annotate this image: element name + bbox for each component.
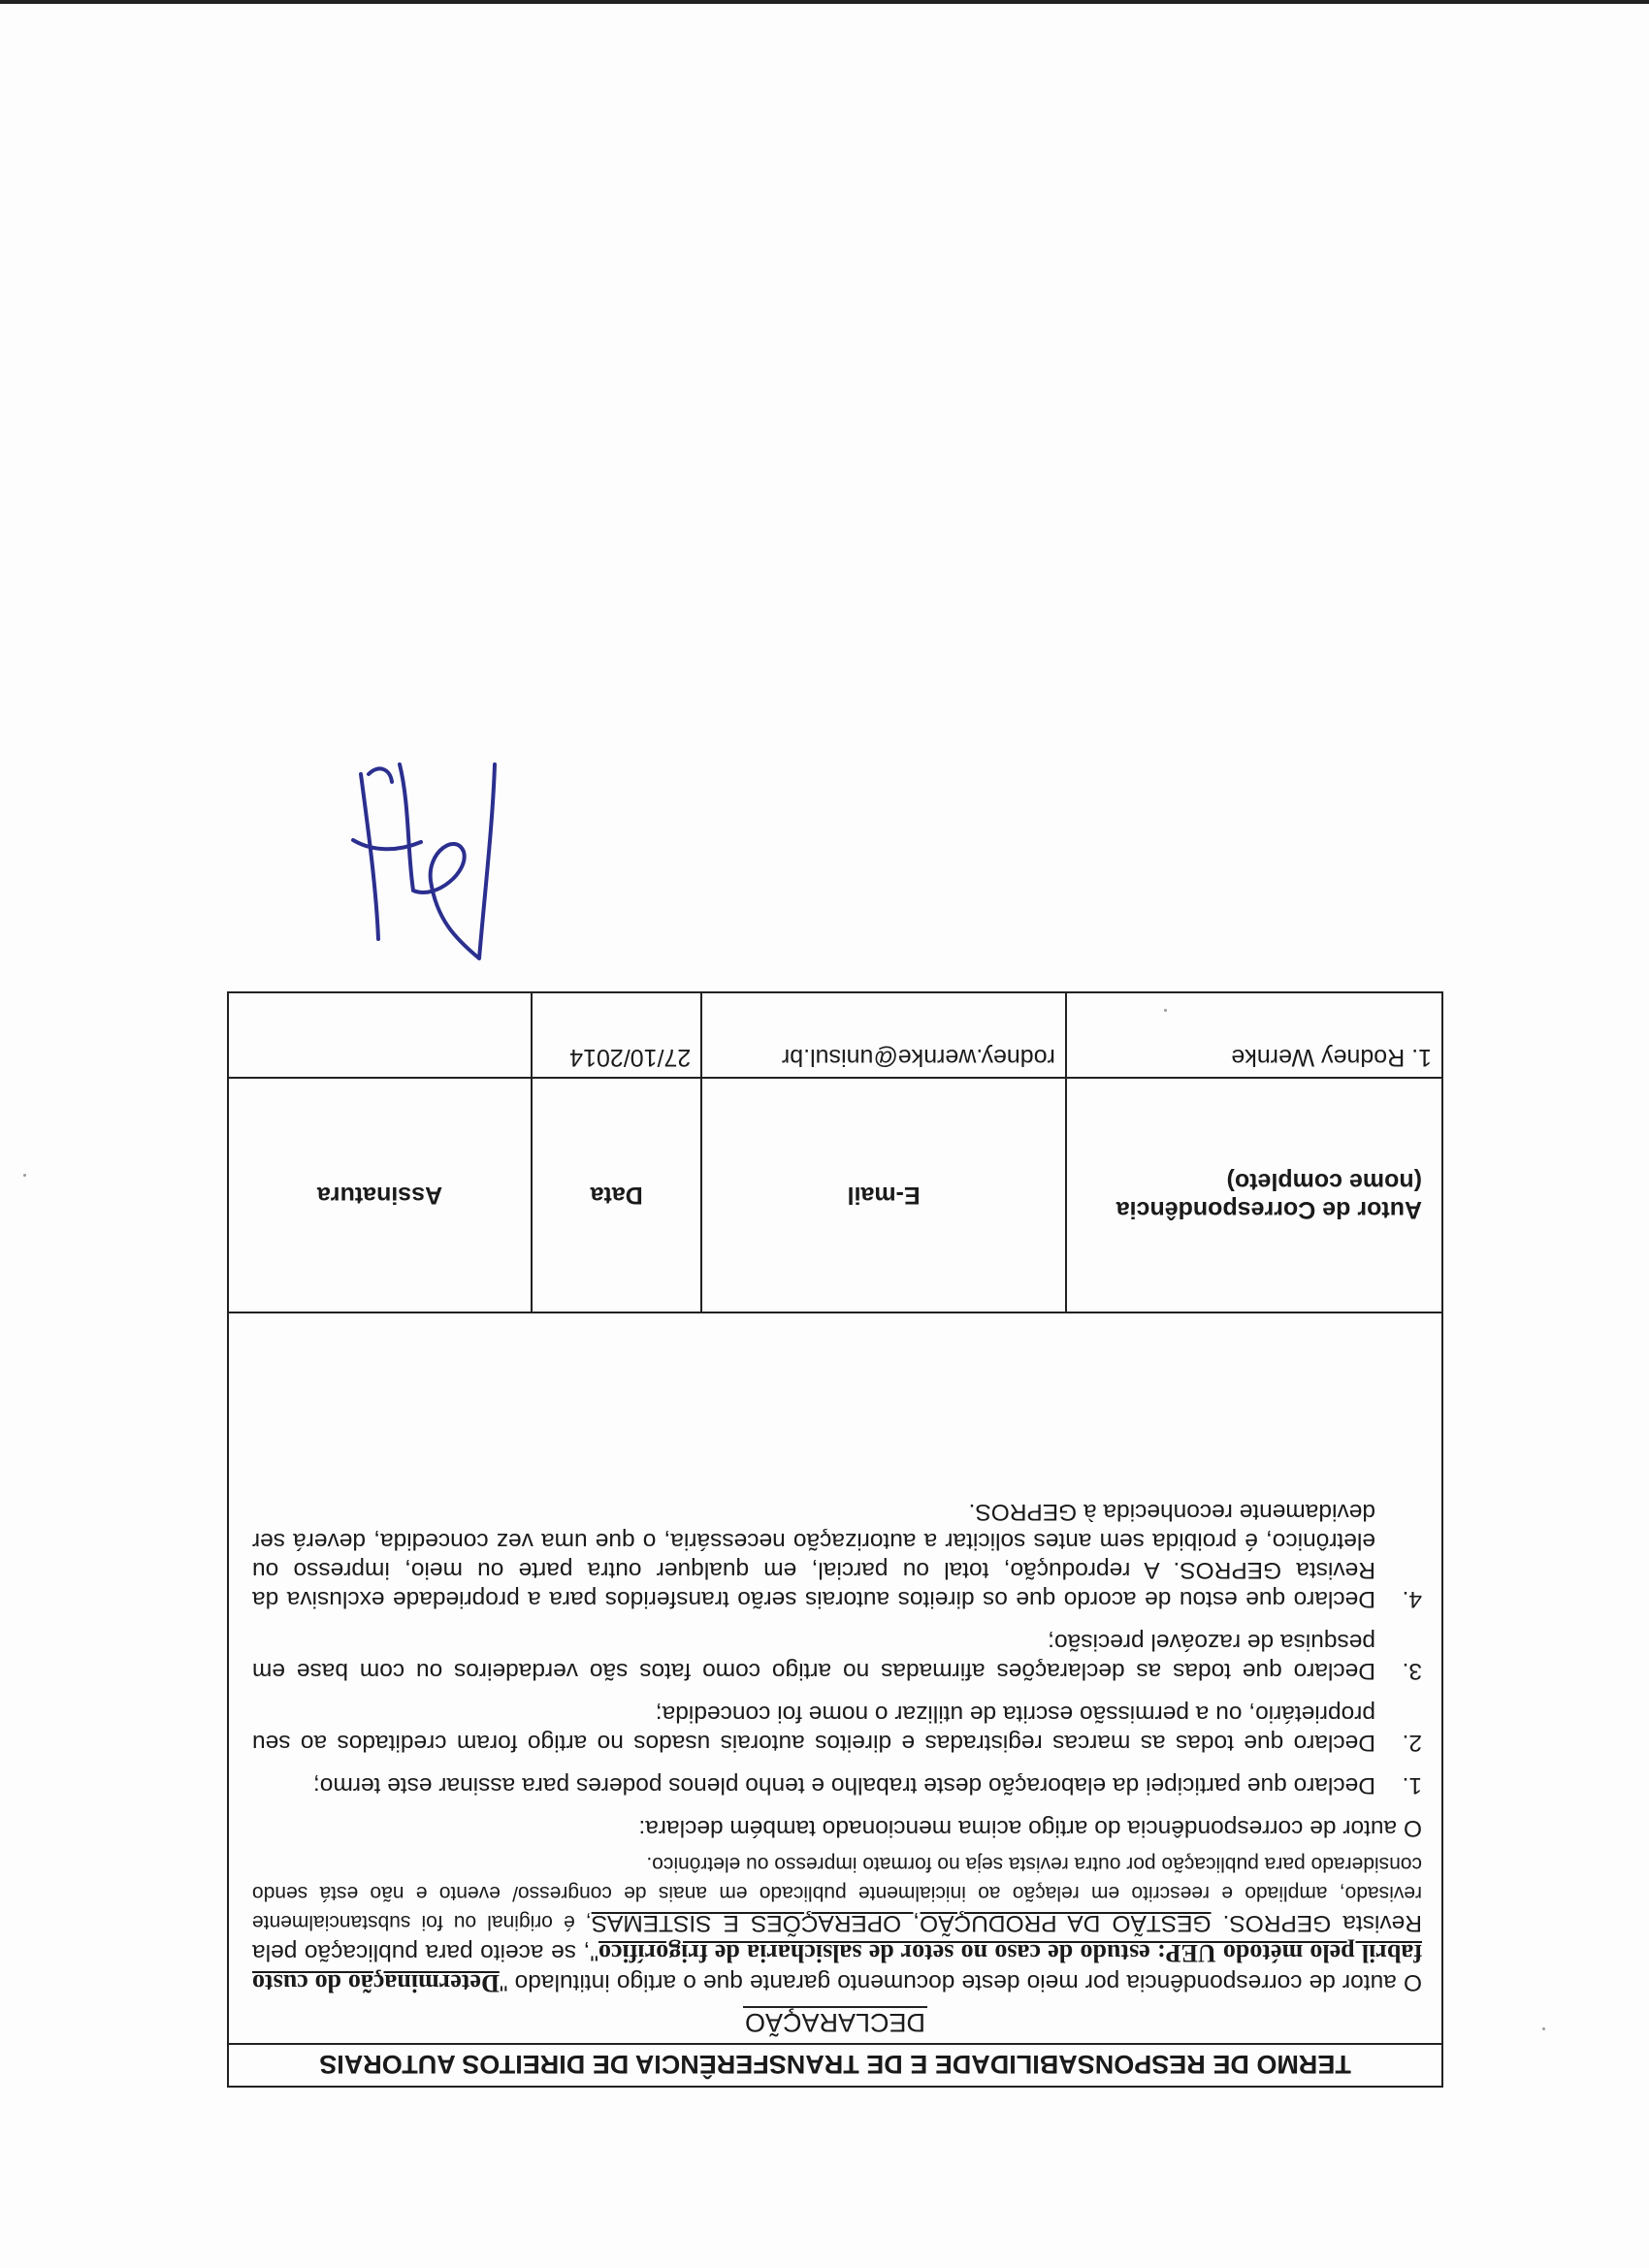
email-cell: rodney.wernke@unisul.br	[701, 992, 1066, 1078]
declaration-item: 1. Declaro que participei da elaboração deste trabalho e tenho plenos poderes para assinar este termo;	[312, 1772, 1422, 1798]
header-author: Autor de Correspondência (nome completo)	[1066, 1078, 1442, 1312]
handwritten-signature	[340, 745, 514, 997]
table-row	[228, 992, 1442, 1078]
signature-stroke	[353, 764, 495, 958]
author-name-cell: 1. Rodney Wernke	[1066, 992, 1442, 1078]
table-header-row	[228, 1078, 1442, 1312]
declaration-frame	[227, 991, 1443, 2088]
declaration-item: 3. Declaro que todas as declarações afirmadas no artigo como fatos são verdadeiros ou com base em pesquisa de razoável precisão;	[252, 1629, 1422, 1684]
header-date: Data	[532, 1078, 701, 1312]
declaration-item: 2. Declaro que todas as marcas registradas e direitos autorais usados no artigo foram creditados ao seu proprietário, ou a permissão escrita de utilizar o nome foi concedida;	[252, 1701, 1422, 1756]
also-declares-text: O autor de correspondência do artigo acima mencionado também declara:	[638, 1815, 1422, 1841]
declaration-item: 4. Declaro que estou de acordo que os direitos autorais serão transferidos para a propriedade exclusiva da Revista GEPROS. A reprodução, total ou parcial, em qualquer outra parte ou meio, impresso ou eletrônico, é proibida sem antes solicitar a autorização necessária, o que uma vez concedida, deverá ser devidamente reconhecida à GEPROS.	[252, 1499, 1422, 1612]
declaration-items	[252, 1497, 1422, 1799]
signature-table	[227, 991, 1443, 1313]
intro-paragraph: O autor de correspondência por meio deste documento garante que o artigo intitulado "Determinação do custo fabril pelo método UEP: estudo de caso no setor de salsicharia de frigorífico", se aceito para publicação pela Revista GEPROS. GESTÃO DA PRODUÇÃO, OPERAÇÕES E SISTEMAS, é original ou foi substancialmente revisado, ampliado e reescrito em relação ao inicialmente publicado em anais de congresso/ evento e não está sendo considerado para publicação por outra revista seja no formato impresso ou eletrônico.	[251, 1853, 1422, 1997]
declaration-heading: DECLARAÇÃO	[744, 2008, 926, 2037]
header-signature: Assinatura	[228, 1078, 532, 1312]
journal-full-name: GESTÃO DA PRODUÇÃO, OPERAÇÕES E SISTEMAS	[591, 1910, 1212, 1936]
date-cell: 27/10/2014	[532, 992, 701, 1078]
document-title: TERMO DE RESPONSABILIDADE E DE TRANSFERÊNCIA DE DIREITOS AUTORAIS	[229, 2043, 1441, 2086]
header-email: E-mail	[701, 1078, 1066, 1312]
declaration-body	[229, 1497, 1441, 1997]
article-title: Determinação do custo fabril pelo método UEP: estudo de caso no setor de salsicharia de frigorífico	[252, 1939, 1422, 1997]
signature-cell	[228, 992, 532, 1078]
